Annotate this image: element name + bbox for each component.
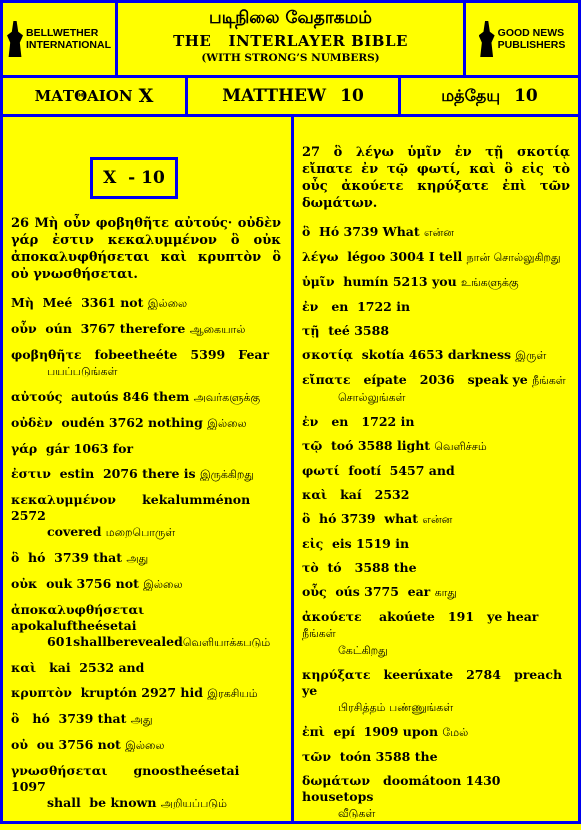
entry-greek-english: ὃ Hó 3739 What bbox=[302, 224, 425, 239]
entry-greek-english: οὐ ou 3756 not bbox=[11, 737, 126, 752]
entry-tamil: இரகசியம் bbox=[207, 687, 258, 700]
entry-greek-english: οὐδὲν oudén 3762 nothing bbox=[11, 415, 208, 430]
tower-icon bbox=[479, 21, 495, 57]
entry-greek-english: ὃ hó 3739 that bbox=[11, 550, 127, 565]
word-entry bbox=[11, 685, 281, 702]
entry-greek-english: καὶ kai 2532 and bbox=[11, 660, 145, 675]
entry-greek-english: λέγω légoo 3004 I tell bbox=[302, 249, 467, 264]
entry-greek-english: φωτί footí 5457 and bbox=[302, 463, 455, 478]
entry-tamil: இல்லை bbox=[125, 739, 165, 752]
entry-tamil: வீடுகள் bbox=[338, 807, 376, 820]
word-entry bbox=[302, 749, 570, 765]
entry-tamil: பயப்படுங்கள் bbox=[47, 365, 118, 378]
entry-greek-english: ὃ hó 3739 what bbox=[302, 511, 423, 526]
entry-tamil: உங்களுக்கு bbox=[461, 276, 519, 289]
entry-tamil: இல்லை bbox=[143, 578, 183, 591]
entry-tamil: நீங்கள் bbox=[302, 627, 336, 640]
word-entry bbox=[302, 536, 570, 552]
word-entry bbox=[11, 347, 281, 380]
entry-greek-english: σκοτίᾳ skotía 4653 darkness bbox=[302, 347, 516, 362]
entry-greek-english: οὖν oún 3767 therefore bbox=[11, 321, 190, 336]
entry-greek-english: ὃ hó 3739 that bbox=[11, 711, 131, 726]
bellwether-logo bbox=[0, 0, 118, 78]
word-entry bbox=[302, 274, 570, 291]
entry-greek-english: οὖς oús 3775 ear bbox=[302, 584, 435, 599]
entry-greek-english: δωμάτων doomátoon 1430 housetops bbox=[302, 773, 505, 804]
entry-english-cont: shall be known bbox=[47, 795, 161, 810]
entry-greek-english: αὐτούς autoús 846 them bbox=[11, 389, 194, 404]
entry-tamil: இல்லை bbox=[147, 297, 188, 310]
left-logo-line1: BELLWETHER bbox=[26, 27, 99, 39]
greek-book-title: ΜΑΤΘΑΙΟΝ X bbox=[0, 75, 188, 117]
bible-title: THE INTERLAYER BIBLE bbox=[173, 32, 408, 50]
entry-greek-english: εἰς eis 1519 in bbox=[302, 536, 410, 551]
left-logo-line2: INTERNATIONAL bbox=[26, 39, 111, 51]
entry-tamil: என்ன bbox=[424, 226, 454, 239]
word-entry bbox=[302, 224, 570, 241]
right-logo-line2: PUBLISHERS bbox=[497, 39, 566, 51]
word-entry bbox=[302, 773, 570, 822]
good-news-logo bbox=[463, 0, 581, 78]
word-entry bbox=[302, 438, 570, 455]
entry-tamil: அவர்களுக்கு bbox=[193, 391, 261, 404]
entry-tamil: நான் சொல்லுகிறது bbox=[466, 251, 561, 264]
entry-greek-english: ἐν en 1722 in bbox=[302, 299, 411, 314]
word-entry bbox=[11, 441, 281, 457]
entry-tamil: ஆகையால் bbox=[189, 323, 246, 336]
word-entry bbox=[302, 372, 570, 406]
entry-greek-english: καὶ kaí 2532 bbox=[302, 487, 410, 502]
word-entry bbox=[11, 321, 281, 338]
word-entry bbox=[302, 414, 570, 430]
entry-greek-english: τῷ toó 3588 light bbox=[302, 438, 435, 453]
entry-tamil: இல்லை bbox=[207, 417, 247, 430]
entry-greek-english: οὐκ ouk 3756 not bbox=[11, 576, 144, 591]
entry-greek-english: Μὴ Meé 3361 not bbox=[11, 295, 148, 310]
entry-greek-english: εἴπατε eípate 2036 speak ye bbox=[302, 372, 533, 387]
right-logo-line1: GOOD NEWS bbox=[497, 27, 565, 39]
word-entry bbox=[302, 511, 570, 528]
tamil-title: படிநிலை வேதாகமம் bbox=[209, 8, 372, 28]
english-book-title: MATTHEW 10 bbox=[185, 75, 401, 117]
entry-greek-english: ἐν en 1722 in bbox=[302, 414, 415, 429]
entry-greek-english: κηρύξατε keerúxate 2784 preach ye bbox=[302, 667, 567, 698]
word-entry bbox=[11, 763, 281, 812]
word-entry bbox=[302, 560, 570, 576]
verse-27-text: 27 ὃ λέγω ὑμῖν ἐν τῇ σκοτίᾳ εἴπατε ἐν τῷ φωτί, καὶ ὃ εἰς τὸ οὖς ἀκούετε κηρύξατε ἐπὶ τῶν δωμάτων. bbox=[302, 145, 570, 211]
entry-tamil: அது bbox=[130, 713, 153, 726]
entry-tamil: வெளியாக்கபடும் bbox=[182, 636, 271, 649]
entry-greek-english: τὸ tó 3588 the bbox=[302, 560, 417, 575]
entry-tamil: நீங்கள் bbox=[532, 374, 566, 387]
word-entry bbox=[11, 389, 281, 406]
word-entry bbox=[11, 415, 281, 432]
word-entry bbox=[11, 295, 281, 312]
verse-27-column bbox=[294, 144, 578, 830]
entry-greek-english: τῶν toón 3588 the bbox=[302, 749, 438, 764]
entry-tamil: பிரசித்தம் பண்ணுங்கள் bbox=[338, 701, 454, 714]
entry-greek-english: κρυπτὸν kruptón 2927 hid bbox=[11, 685, 208, 700]
entry-tamil: கேட்கிறது bbox=[338, 644, 388, 657]
entry-tamil: காது bbox=[434, 586, 457, 599]
entry-tamil: மறைபொருள் bbox=[105, 526, 176, 539]
word-entry bbox=[302, 299, 570, 315]
word-entry bbox=[11, 550, 281, 567]
word-entry bbox=[302, 584, 570, 601]
word-entry bbox=[302, 347, 570, 364]
word-entry bbox=[11, 737, 281, 754]
entry-greek-english: τῇ teé 3588 bbox=[302, 323, 390, 338]
entry-greek-english: ἐστιν estin 2076 there is bbox=[11, 466, 200, 481]
bible-subtitle: (WITH STRONG’S NUMBERS) bbox=[201, 52, 380, 64]
entry-tamil: அது bbox=[126, 552, 149, 565]
entry-tamil: இருக்கிறது bbox=[199, 468, 254, 481]
entry-tamil: இருள் bbox=[515, 349, 547, 362]
entry-greek-english: ἐπὶ epí 1909 upon bbox=[302, 724, 443, 739]
word-entry bbox=[302, 609, 570, 659]
entry-english-cont: covered bbox=[47, 524, 106, 539]
tamil-book-title: மத்தேயு 10 bbox=[398, 75, 581, 117]
entry-greek-english: ἀκούετε akoúete 191 ye hear bbox=[302, 609, 543, 624]
entry-tamil: அறியப்படும் bbox=[160, 797, 227, 810]
entry-greek-english: γνωσθήσεται gnoostheésetai 1097 bbox=[11, 763, 262, 794]
word-entry bbox=[302, 463, 570, 479]
word-entry bbox=[11, 711, 281, 728]
verse-26-column bbox=[3, 215, 289, 821]
word-entry bbox=[11, 492, 281, 541]
word-entry bbox=[302, 667, 570, 716]
title-header bbox=[115, 0, 466, 78]
entry-greek-english: φοβηθῆτε fobeetheéte 5399 Fear bbox=[11, 347, 270, 362]
entry-tamil: வெளிச்சம் bbox=[434, 440, 487, 453]
word-entry bbox=[302, 323, 570, 339]
word-entry bbox=[11, 466, 281, 483]
tower-icon bbox=[7, 21, 23, 57]
entry-greek-english: ὑμῖν humín 5213 you bbox=[302, 274, 462, 289]
word-entry bbox=[11, 602, 281, 651]
word-entry bbox=[11, 576, 281, 593]
entry-english-cont: 601shallberevealed bbox=[47, 634, 183, 649]
word-entry bbox=[302, 487, 570, 503]
word-entry bbox=[11, 660, 281, 676]
entry-tamil: என்ன bbox=[422, 513, 453, 526]
entry-greek-english: κεκαλυμμένον kekalumménon 2572 bbox=[11, 492, 268, 523]
entry-greek-english: γάρ gár 1063 for bbox=[11, 441, 134, 456]
entry-tamil: மேல் bbox=[442, 726, 469, 739]
entry-tamil: சொல்லுங்கள் bbox=[338, 391, 406, 404]
chapter-box: X - 10 bbox=[90, 157, 178, 199]
verse-26-text: 26 Μὴ οὖν φοβηθῆτε αὐτούς· οὐδὲν γάρ ἐστιν κεκαλυμμένον ὃ οὐκ ἀποκαλυφθήσεται καὶ κρυπτὸν ὃ οὐ γνωσθήσεται. bbox=[11, 216, 281, 282]
word-entry bbox=[302, 724, 570, 741]
word-entry bbox=[302, 249, 570, 266]
entry-greek-english: ἀποκαλυφθήσεται apokaluftheésetai bbox=[11, 602, 179, 633]
